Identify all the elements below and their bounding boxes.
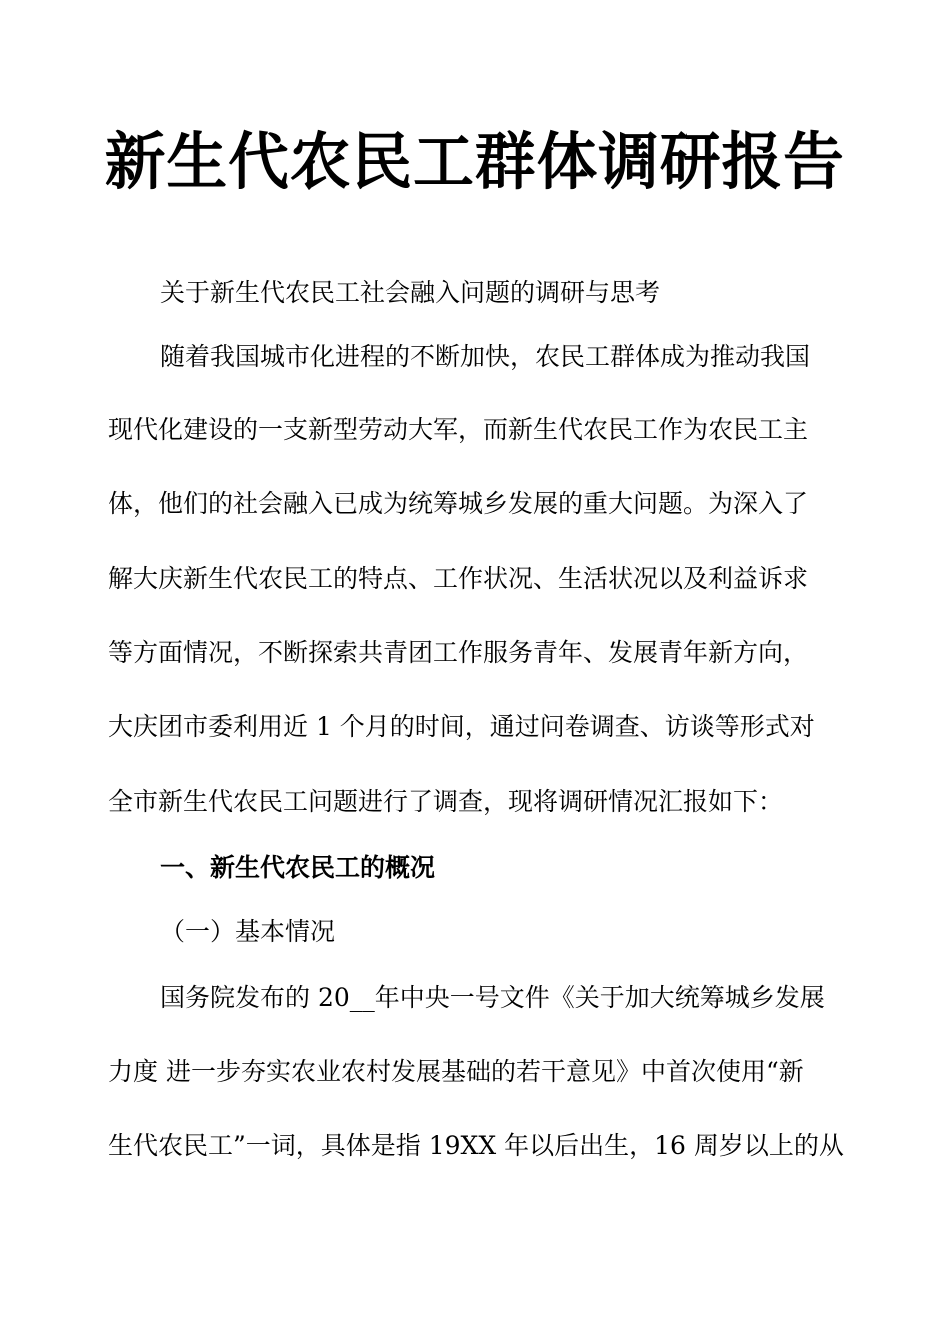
paragraph-line: 大庆团市委利用近 1 个月的时间，通过问卷调查、访谈等形式对: [108, 712, 815, 741]
paragraph-line: 国务院发布的 20__年中央一号文件《关于加大统筹城乡发展: [160, 983, 825, 1012]
paragraph-line: 现代化建设的一支新型劳动大军，而新生代农民工作为农民工主: [108, 415, 809, 444]
document-subtitle: 关于新生代农民工社会融入问题的调研与思考: [160, 278, 661, 307]
subsection-heading: （一）基本情况: [160, 917, 336, 946]
paragraph-line: 体，他们的社会融入已成为统筹城乡发展的重大问题。为深入了: [108, 489, 809, 518]
paragraph-line: 解大庆新生代农民工的特点、工作状况、生活状况以及利益诉求: [108, 564, 809, 593]
paragraph-line: 全市新生代农民工问题进行了调查，现将调研情况汇报如下：: [108, 787, 784, 816]
section-heading: 一、新生代农民工的概况: [160, 853, 436, 882]
paragraph-line: 力度 进一步夯实农业农村发展基础的若干意见》中首次使用“新: [108, 1057, 804, 1086]
document-title: 新生代农民工群体调研报告: [104, 125, 845, 198]
paragraph-line: 生代农民工”一词，具体是指 19XX 年以后出生，16 周岁以上的从: [108, 1131, 844, 1160]
paragraph-line: 随着我国城市化进程的不断加快，农民工群体成为推动我国: [160, 342, 811, 371]
paragraph-line: 等方面情况，不断探索共青团工作服务青年、发展青年新方向，: [108, 638, 809, 667]
